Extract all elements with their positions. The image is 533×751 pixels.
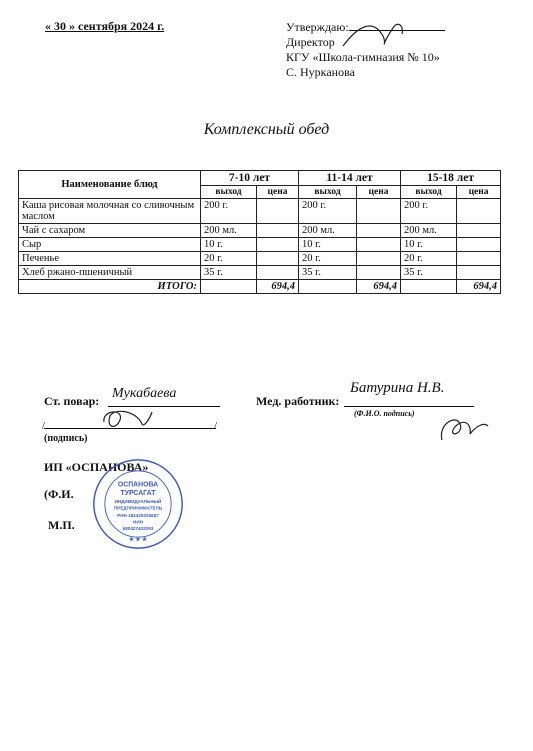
total-out-cell — [401, 280, 457, 294]
stamp-line: ТУРСАГАТ — [120, 489, 156, 497]
director-signature — [338, 16, 408, 56]
price-cell — [457, 252, 501, 266]
portion-cell: 35 г. — [299, 266, 357, 280]
price-cell — [257, 238, 299, 252]
approve-label: Утверждаю: — [286, 20, 349, 34]
price-cell — [257, 252, 299, 266]
med-caption: (Ф.И.О. подпись) — [354, 409, 415, 418]
total-row — [19, 280, 501, 294]
med-signature-scribble — [436, 412, 492, 444]
age-group-header: 7-10 лет — [201, 171, 299, 186]
stamp-line: ОСПАНОВА — [117, 481, 159, 489]
total-out-cell — [299, 280, 357, 294]
sub-out-header: выход — [201, 186, 257, 199]
sub-price-header: цена — [357, 186, 401, 199]
director-name: С. Нурканова — [286, 65, 355, 79]
sub-out-header: выход — [401, 186, 457, 199]
med-label: Мед. работник: — [256, 394, 340, 408]
stamp-line: ПРЕДПРИНИМАТЕЛЬ — [113, 505, 163, 511]
portion-cell: 10 г. — [401, 238, 457, 252]
dish-name: Чай с сахаром — [19, 224, 201, 238]
cook-label: Ст. повар: — [44, 394, 100, 408]
portion-cell: 10 г. — [299, 238, 357, 252]
portion-cell: 20 г. — [401, 252, 457, 266]
dish-name: Печенье — [19, 252, 201, 266]
price-cell — [257, 266, 299, 280]
price-cell — [457, 224, 501, 238]
cook-signature-scribble — [96, 404, 156, 434]
portion-cell: 35 г. — [401, 266, 457, 280]
price-cell — [357, 266, 401, 280]
portion-cell: 20 г. — [201, 252, 257, 266]
price-cell — [357, 252, 401, 266]
dish-name: Хлеб ржано-пшеничный — [19, 266, 201, 280]
stamp-line: РНН 182420025657 — [117, 512, 159, 518]
price-cell — [457, 266, 501, 280]
col-name-header: Наименование блюд — [19, 171, 201, 199]
company-stamp — [92, 458, 184, 550]
total-price: 694,4 — [357, 280, 401, 294]
menu-table — [18, 170, 501, 294]
table-row — [19, 199, 501, 224]
price-cell — [357, 238, 401, 252]
table-row — [19, 266, 501, 280]
price-cell — [357, 224, 401, 238]
portion-cell: 200 г. — [201, 199, 257, 224]
portion-cell: 35 г. — [201, 266, 257, 280]
price-cell — [257, 224, 299, 238]
stamp-line: ИИН — [133, 519, 143, 525]
sub-price-header: цена — [457, 186, 501, 199]
sub-out-header: выход — [299, 186, 357, 199]
stamp-line: ИНДИВИДУАЛЬНЫЙ — [114, 499, 162, 505]
mp-label: М.П. — [48, 518, 75, 532]
dish-name: Сыр — [19, 238, 201, 252]
med-signature: Батурина Н.В. — [350, 380, 445, 396]
portion-cell: 20 г. — [299, 252, 357, 266]
portion-cell: 200 мл. — [299, 224, 357, 238]
page-title: Комплексный обед — [203, 121, 330, 138]
price-cell — [457, 199, 501, 224]
table-header-row — [19, 171, 501, 186]
document-date: « 30 » сентября 2024 г. — [45, 19, 165, 33]
total-price: 694,4 — [257, 280, 299, 294]
portion-cell: 200 мл. — [401, 224, 457, 238]
stamp-line: 580427402093 — [122, 525, 154, 531]
director-title: Директор — [286, 35, 335, 49]
age-group-header: 11-14 лет — [299, 171, 401, 186]
school-name: КГУ «Школа-гимназия № 10» — [286, 50, 440, 64]
cook-signature: Мукабаева — [112, 386, 177, 401]
table-row — [19, 252, 501, 266]
portion-cell: 10 г. — [201, 238, 257, 252]
portion-cell: 200 г. — [299, 199, 357, 224]
total-out-cell — [201, 280, 257, 294]
sub-price-header: цена — [257, 186, 299, 199]
ip-label: ИП «ОСПАНОВА» — [44, 460, 149, 474]
fio-label: (Ф.И. — [44, 487, 74, 501]
table-row — [19, 238, 501, 252]
table-row — [19, 224, 501, 238]
signature-caption: (подпись) — [44, 433, 88, 444]
age-group-header: 15-18 лет — [401, 171, 501, 186]
portion-cell: 200 мл. — [201, 224, 257, 238]
dish-name: Каша рисовая молочная со сливочным маслом — [19, 199, 201, 224]
total-label: ИТОГО: — [19, 280, 201, 294]
price-cell — [257, 199, 299, 224]
price-cell — [357, 199, 401, 224]
total-price: 694,4 — [457, 280, 501, 294]
portion-cell: 200 г. — [401, 199, 457, 224]
price-cell — [457, 238, 501, 252]
svg-text:★ ★ ★: ★ ★ ★ — [129, 536, 147, 543]
